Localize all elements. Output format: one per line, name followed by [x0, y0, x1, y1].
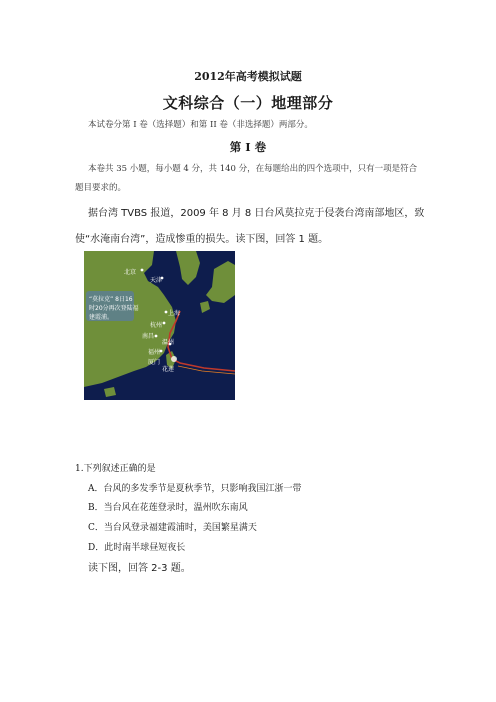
label-shanghai: 上海: [168, 310, 181, 317]
section-heading: 第 I 卷: [229, 140, 267, 154]
label-nanchang: 南昌: [142, 333, 155, 340]
japan-shape: [206, 261, 235, 303]
exam-subtitle: 文科综合（一）地理部分: [162, 94, 334, 112]
callout-line2: 时20分再次登陆福: [89, 305, 139, 312]
typhoon-icon: [171, 356, 177, 362]
label-beijing: 北京: [124, 269, 137, 276]
typhoon-track: [168, 311, 235, 371]
korea-shape: [176, 251, 200, 285]
exam-intro: 本试卷分第 I 卷（选择题）和第 II 卷（非选择题）两部分。: [88, 120, 313, 130]
callout-line3: 建霞浦。: [89, 314, 114, 321]
question1-option-d: D．此时南半球昼短夜长: [88, 543, 186, 553]
question1-option-b: B．当台风在花莲登录时，温州吹东南风: [88, 503, 248, 513]
section-instructions-line2: 题目要求的。: [75, 183, 127, 193]
question1-option-a: A．台风的多发季节是夏秋季节，只影响我国江浙一带: [88, 484, 302, 494]
exam-title: 2012年高考模拟试题: [194, 70, 302, 83]
label-xiamen: 厦门: [148, 359, 161, 366]
label-hangzhou: 杭州: [150, 322, 163, 329]
question1-option-c: C．当台风登录福建霞浦时，美国繁星满天: [88, 523, 257, 533]
typhoon-map: [84, 251, 235, 400]
passage-line2: 使“水淹南台湾”，造成惨重的损失。读下图，回答 1 题。: [75, 234, 329, 245]
label-tianjin: 天津: [150, 277, 163, 284]
section-instructions-line1: 本卷共 35 小题，每小题 4 分，共 140 分，在每题给出的四个选项中，只有一项是符合: [88, 164, 418, 174]
next-instruction: 读下图，回答 2-3 题。: [88, 563, 191, 574]
callout-line1: “莫拉克” 8日16: [89, 296, 133, 303]
label-wenzhou: 温州: [162, 339, 175, 346]
passage-line1: 据台湾 TVBS 报道，2009 年 8 月 8 日台风莫拉克于侵袭台湾南部地区，致: [88, 208, 425, 219]
label-hualien: 花莲: [162, 366, 175, 373]
question1-stem: 1.下列叙述正确的是: [75, 464, 156, 474]
label-fuzhou: 福州: [148, 349, 161, 356]
